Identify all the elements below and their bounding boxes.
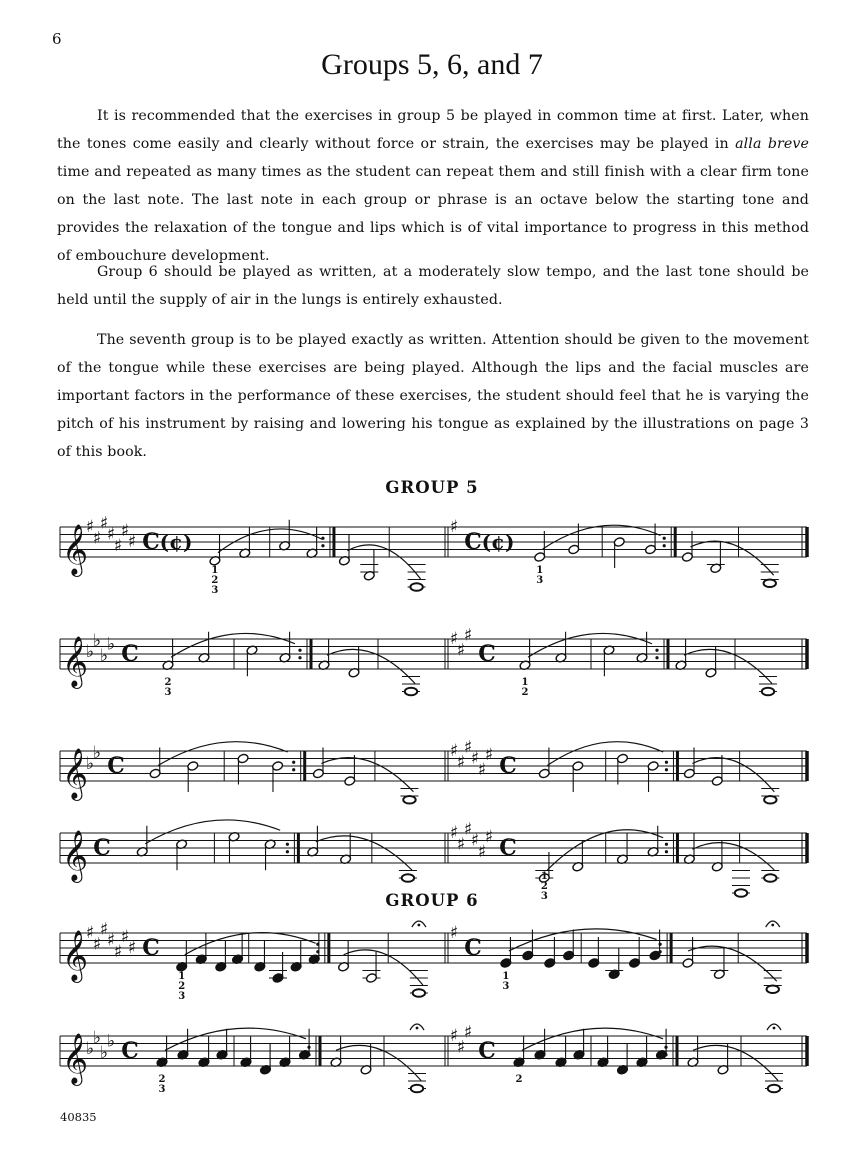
slur xyxy=(692,758,774,792)
fermata-dot xyxy=(416,1027,419,1030)
slur xyxy=(185,933,316,955)
note-head xyxy=(767,985,779,993)
repeat-dot xyxy=(663,544,666,547)
note-head xyxy=(402,874,414,882)
flat-icon: ♭ xyxy=(85,754,95,774)
flat-icon: ♭ xyxy=(92,1027,102,1048)
paragraph-text: The seventh group is to be played exactly as written. Attention should be given to the movement of the tongue while these exercises are being played. Although the lips and the facial muscles are important factors in the performance of these exercises, the student should feel that he is varying the pitch of his instrument by raising and lowering his tongue as explained by the illustrations on page 3 of this book. xyxy=(57,332,809,460)
sharp-icon: ♯ xyxy=(456,752,466,773)
fingering-digit: 3 xyxy=(536,575,544,586)
sharp-icon: ♯ xyxy=(463,737,473,758)
sharp-icon: ♯ xyxy=(99,513,109,534)
fingering-digit: 2 xyxy=(178,981,186,992)
common-time-icon: C xyxy=(107,753,125,779)
sharp-icon: ♯ xyxy=(85,923,95,943)
sharp-icon: ♯ xyxy=(470,830,480,851)
fingering-digit: 1 xyxy=(540,871,548,882)
treble-clef-icon: 𝄞 xyxy=(61,930,89,981)
fingering-digit: 2 xyxy=(540,881,548,892)
note-head xyxy=(764,796,776,804)
cut-time-icon: (¢) xyxy=(159,530,193,554)
slur xyxy=(688,946,777,981)
common-time-icon: C xyxy=(478,1038,496,1064)
fermata-dot xyxy=(773,1027,776,1030)
fingering-digit: 1 xyxy=(211,565,219,576)
fermata-dot xyxy=(771,924,774,927)
note-head xyxy=(735,889,747,897)
flat-icon: ♭ xyxy=(99,645,109,666)
repeat-dot xyxy=(665,761,668,764)
common-time-icon: C xyxy=(121,1038,139,1064)
sharp-icon: ♯ xyxy=(106,524,116,545)
cut-time-icon: (¢) xyxy=(481,530,515,554)
sharp-icon: ♯ xyxy=(456,1037,466,1058)
paragraph-text: time and repeated as many times as the student can repeat them and still finish with a clear firm tone on the last note. The last note in each group or phrase is an octave below the starting tone and provides the relaxation of the tongue and lips which is of vital importance to progress in this method of embouchure development. xyxy=(57,164,809,264)
flat-icon: ♭ xyxy=(106,1031,116,1052)
repeat-dot xyxy=(665,850,668,853)
repeat-dot xyxy=(298,656,301,659)
sharp-icon: ♯ xyxy=(127,938,137,958)
note-head xyxy=(410,583,422,591)
repeat-dot xyxy=(664,1053,667,1056)
sharp-icon: ♯ xyxy=(484,744,494,765)
sharp-icon: ♯ xyxy=(127,532,137,552)
treble-clef-icon: 𝄞 xyxy=(61,636,89,687)
paragraph-text: It is recommended that the exercises in group 5 be played in common time at first. Later, when the tones come easily and clearly without force or strain, the exercises may be played in xyxy=(57,108,809,152)
sharp-icon: ♯ xyxy=(113,535,123,556)
flat-icon: ♭ xyxy=(92,630,102,651)
fingering-digit: 2 xyxy=(521,687,529,698)
sharp-icon: ♯ xyxy=(92,934,102,955)
fingering-digit: 3 xyxy=(211,585,219,596)
treble-clef-icon: 𝄞 xyxy=(61,748,89,799)
repeat-dot xyxy=(655,656,658,659)
treble-clef-icon: 𝄞 xyxy=(61,524,89,575)
fingering-digit: 3 xyxy=(540,891,548,902)
slur xyxy=(347,545,420,579)
repeat-dot xyxy=(659,950,662,953)
repeat-dot xyxy=(665,843,668,846)
fermata-dot xyxy=(417,924,420,927)
common-time-icon: C xyxy=(464,935,482,961)
note-head xyxy=(405,688,417,696)
fingering-digit: 3 xyxy=(502,981,510,992)
repeat-dot xyxy=(659,943,662,946)
common-time-icon: C xyxy=(93,835,111,861)
note-head xyxy=(413,989,425,997)
plate-number: 40835 xyxy=(60,1110,97,1124)
sharp-icon: ♯ xyxy=(449,517,459,537)
fingering-digit: 3 xyxy=(158,1084,166,1095)
sharp-icon: ♯ xyxy=(85,517,95,537)
slur xyxy=(158,742,287,766)
sharp-icon: ♯ xyxy=(470,748,480,769)
sharp-icon: ♯ xyxy=(449,629,459,649)
repeat-dot xyxy=(298,649,301,652)
repeat-dot xyxy=(286,850,289,853)
sharp-icon: ♯ xyxy=(449,923,459,943)
repeat-dot xyxy=(321,544,324,547)
fingering-digit: 2 xyxy=(158,1074,166,1085)
slur xyxy=(316,836,412,870)
repeat-dot xyxy=(665,768,668,771)
flat-icon: ♭ xyxy=(106,634,116,655)
page-title: Groups 5, 6, and 7 xyxy=(321,48,543,81)
slur xyxy=(327,649,415,683)
slur xyxy=(692,843,774,870)
slur xyxy=(522,1028,663,1050)
sharp-icon: ♯ xyxy=(113,941,123,962)
flat-icon: ♭ xyxy=(85,1039,95,1059)
fingering-digit: 3 xyxy=(178,991,186,1002)
page-number: 6 xyxy=(52,30,62,48)
sharp-icon: ♯ xyxy=(120,926,130,947)
fingering-digit: 2 xyxy=(164,677,172,688)
repeat-dot xyxy=(292,768,295,771)
note-head xyxy=(768,1085,780,1093)
fingering-digit: 2 xyxy=(211,575,219,586)
sharp-icon: ♯ xyxy=(120,520,130,541)
fingering-digit: 1 xyxy=(178,971,186,982)
fingering-digit: 1 xyxy=(521,677,529,688)
sharp-icon: ♯ xyxy=(449,823,459,843)
sharp-icon: ♯ xyxy=(463,1022,473,1043)
slur xyxy=(690,541,773,575)
common-time-icon: C xyxy=(142,529,160,555)
sharp-icon: ♯ xyxy=(456,640,466,661)
treble-clef-icon: 𝄞 xyxy=(61,830,89,881)
sharp-icon: ♯ xyxy=(477,841,487,862)
repeat-dot xyxy=(664,1046,667,1049)
common-time-icon: C xyxy=(142,935,160,961)
sharp-icon: ♯ xyxy=(106,930,116,951)
repeat-dot xyxy=(286,843,289,846)
note-head xyxy=(762,688,774,696)
sharp-icon: ♯ xyxy=(463,819,473,840)
note-head xyxy=(411,1085,423,1093)
treble-clef-icon: 𝄞 xyxy=(61,1033,89,1084)
sharp-icon: ♯ xyxy=(99,919,109,940)
sharp-icon: ♯ xyxy=(477,759,487,780)
sharp-icon: ♯ xyxy=(449,741,459,761)
alla-breve-term: alla breve xyxy=(735,136,809,152)
repeat-dot xyxy=(307,1046,310,1049)
note-head xyxy=(403,796,415,804)
sharp-icon: ♯ xyxy=(449,1026,459,1046)
fingering-digit: 3 xyxy=(164,687,172,698)
slur xyxy=(684,649,772,683)
fingering-digit: 1 xyxy=(502,971,510,982)
flat-icon: ♭ xyxy=(99,1042,109,1063)
repeat-dot xyxy=(316,943,319,946)
group-5-heading: GROUP 5 xyxy=(385,478,479,497)
repeat-dot xyxy=(655,649,658,652)
common-time-icon: C xyxy=(478,641,496,667)
repeat-dot xyxy=(307,1053,310,1056)
flat-icon: ♭ xyxy=(85,642,95,662)
paragraph-text: Group 6 should be played as written, at a moderately slow tempo, and the last tone should be held until the supply of air in the lungs is entirely exhausted. xyxy=(57,264,809,308)
slur xyxy=(543,525,661,549)
repeat-dot xyxy=(663,537,666,540)
fingering-digit: 1 xyxy=(536,565,544,576)
common-time-icon: C xyxy=(499,753,517,779)
slur xyxy=(165,1028,306,1050)
common-time-icon: C xyxy=(499,835,517,861)
flat-icon: ♭ xyxy=(92,742,102,763)
sharp-icon: ♯ xyxy=(456,834,466,855)
sharp-icon: ♯ xyxy=(484,826,494,847)
common-time-icon: C xyxy=(464,529,482,555)
note-head xyxy=(764,874,776,882)
common-time-icon: C xyxy=(121,641,139,667)
fingering-digit: 2 xyxy=(515,1074,523,1085)
note-head xyxy=(764,579,776,587)
sharp-icon: ♯ xyxy=(463,625,473,646)
repeat-dot xyxy=(316,950,319,953)
sharp-icon: ♯ xyxy=(92,528,102,549)
repeat-dot xyxy=(292,761,295,764)
group-6-heading: GROUP 6 xyxy=(385,891,479,910)
slur xyxy=(321,758,413,792)
